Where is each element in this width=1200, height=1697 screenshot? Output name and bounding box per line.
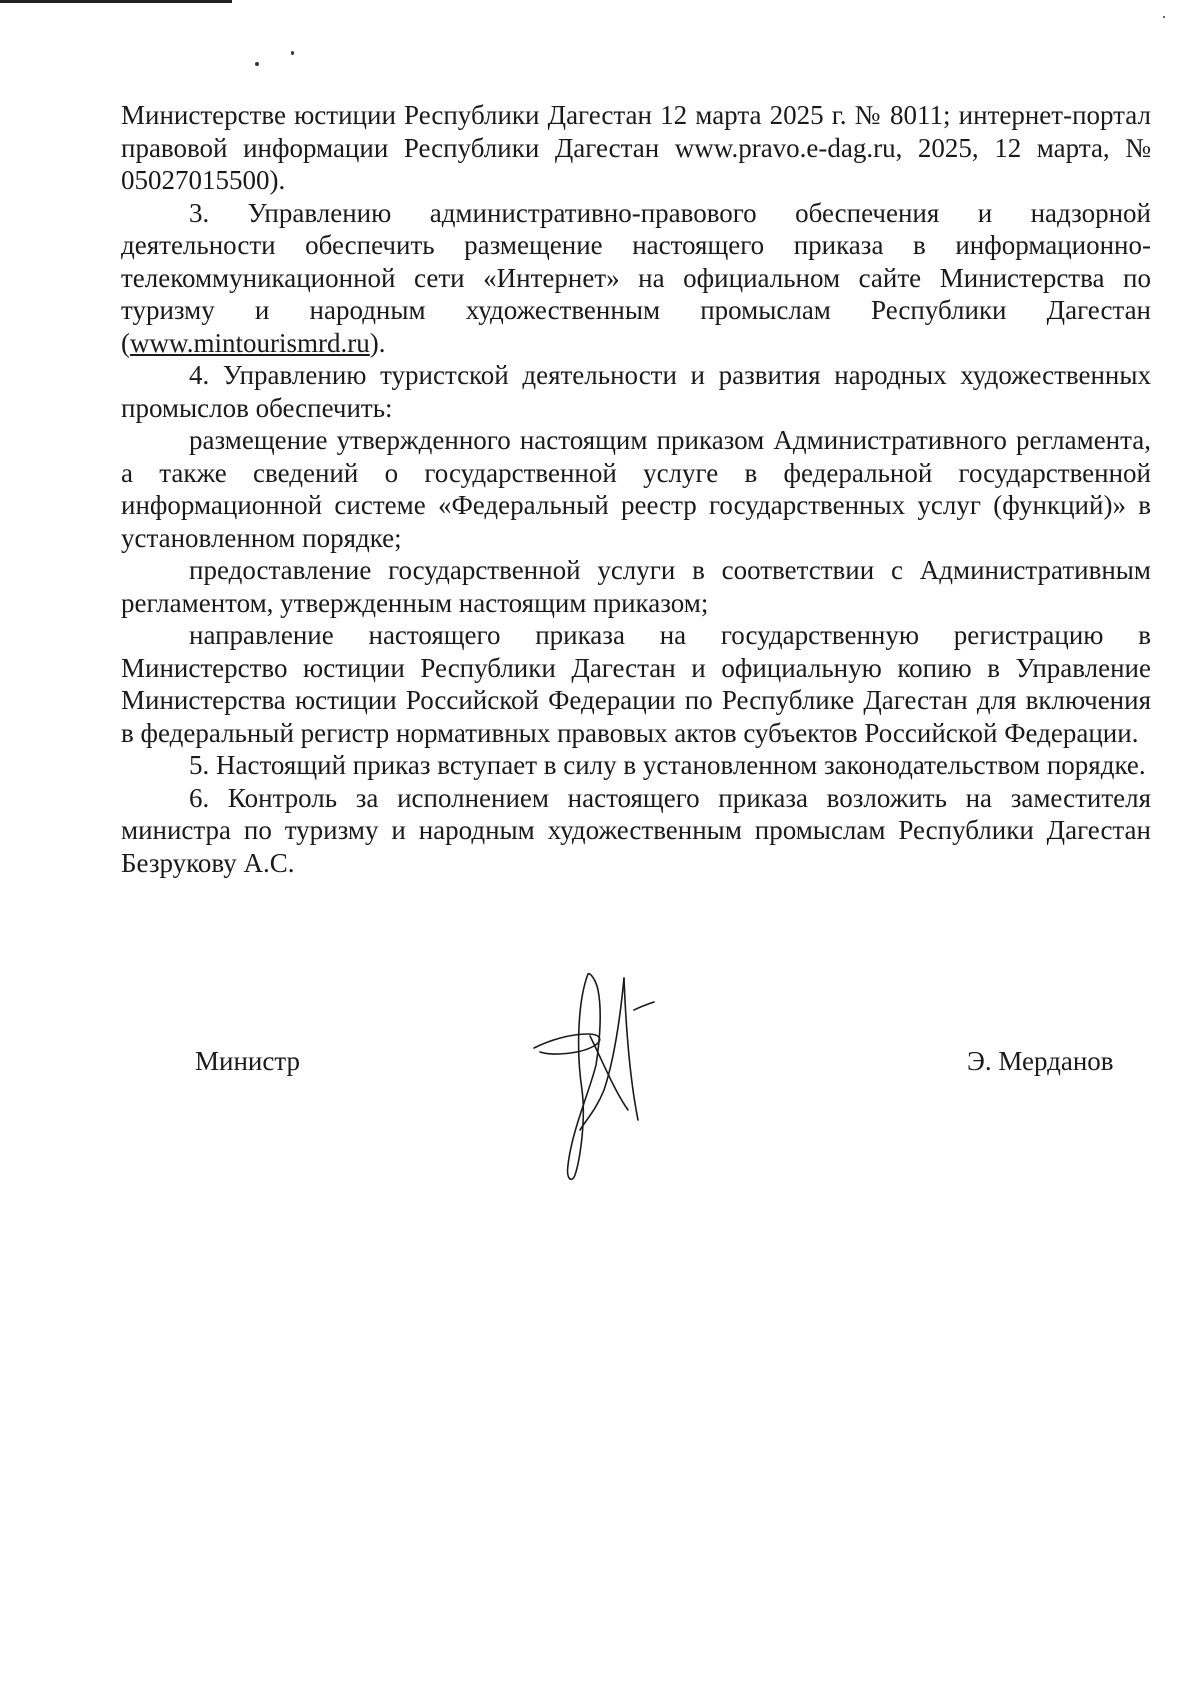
- paragraph-4-item-1: размещение утвержденного настоящим приказом Административного регламента, а также сведений о государственной услуге в федеральной государственной информационной системе «Федеральный реестр государственных услуг (функций)» в установленном порядке;: [121, 425, 1151, 553]
- paragraph-4: 4. Управлению туристской деятельности и развития народных художественных промыслов обеспечить:: [121, 360, 1151, 423]
- top-edge-line: [0, 0, 232, 3]
- paragraph-6: 6. Контроль за исполнением настоящего приказа возложить на заместителя министра по туризму и народным художественным промыслам Республики Дагестан Безрукову А.С.: [121, 782, 1151, 878]
- paragraph-4-item-3: направление настоящего приказа на государственную регистрацию в Министерство юстиции Республики Дагестан и официальную копию в Управление Министерства юстиции Российской Федерации по Республике Дагестан для включения в федеральный регистр нормативных правовых актов субъектов Российской Федерации.: [121, 620, 1151, 748]
- signatory-name: Э. Мерданов: [967, 1046, 1114, 1076]
- paragraph-3: [121, 197, 1151, 360]
- document-body: [121, 99, 1151, 879]
- paragraph-4-item-2: предоставление государственной услуги в соответствии с Административным регламентом, утвержденным настоящим приказом;: [121, 555, 1151, 618]
- signature-image: [530, 970, 670, 1185]
- paragraph-3-text: 3. Управлению административно-правового обеспечения и надзорной деятельности обеспечить размещение настоящего приказа в информационно-телекоммуникационной сети «Интернет» на официальном сайте Министерства по туризму и народным художественным промыслам Республики Дагестан (: [121, 197, 1151, 358]
- paragraph-5: 5. Настоящий приказ вступает в силу в установленном законодательством порядке.: [189, 750, 1146, 780]
- paragraph-continuation: Министерстве юстиции Республики Дагестан 12 марта 2025 г. № 8011; интернет-портал правовой информации Республики Дагестан www.pravo.e-dag.ru, 2025, 12 марта, № 05027015500).: [121, 100, 1151, 195]
- scan-speck: [1163, 16, 1165, 18]
- scan-speck: [291, 51, 294, 55]
- mintourismrd-link[interactable]: www.mintourismrd.ru: [130, 327, 370, 358]
- paragraph-3-tail: ).: [369, 327, 386, 358]
- signatory-title: Министр: [195, 1046, 300, 1076]
- scan-speck: [255, 62, 259, 66]
